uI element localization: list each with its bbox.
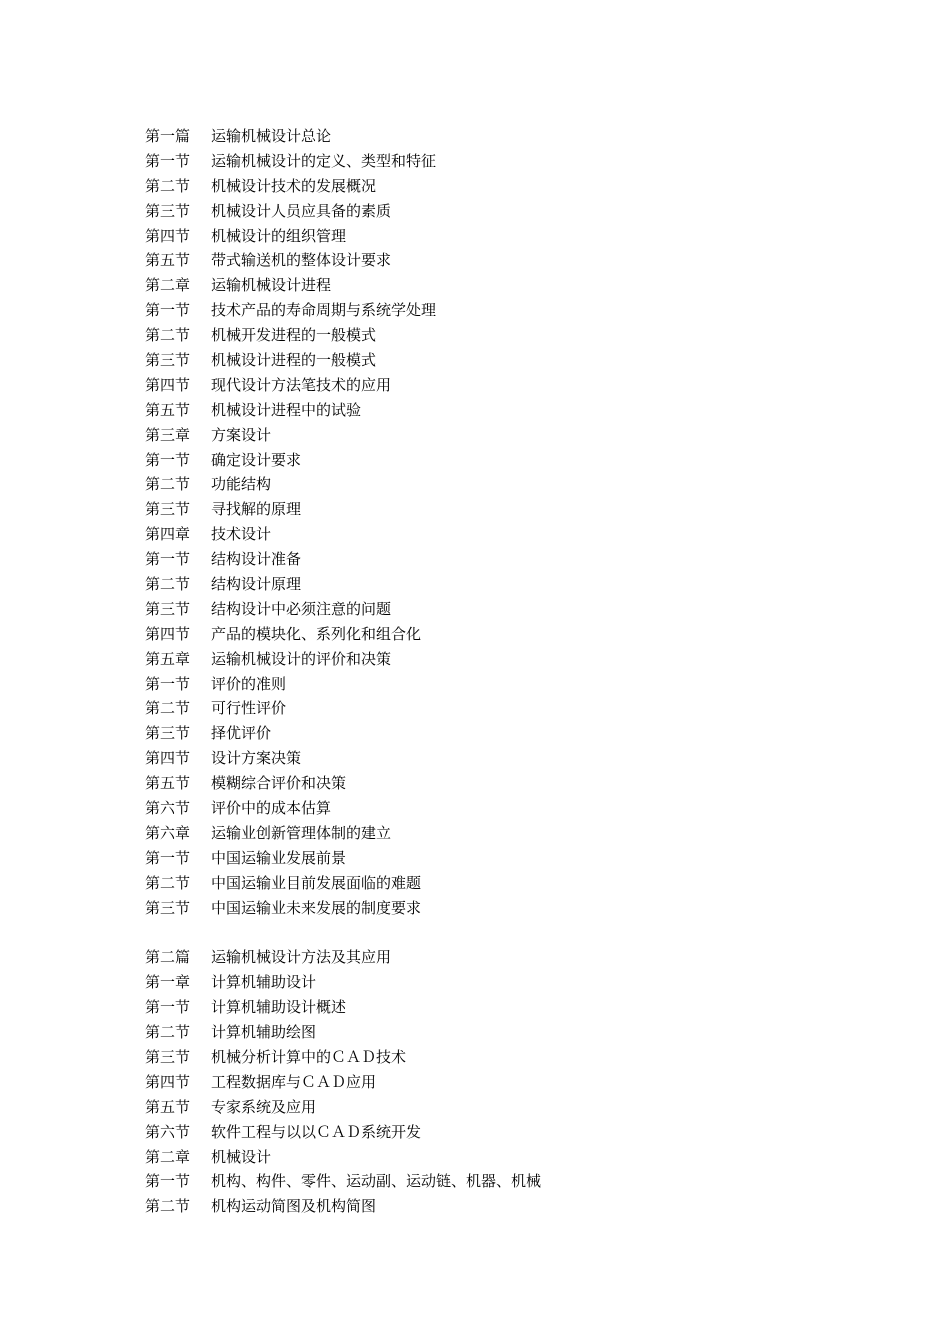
toc-entry (145, 1045, 865, 1070)
toc-entry-title: 产品的模块化、系列化和组合化 (211, 624, 422, 643)
toc-entry-number: 第四章 (145, 525, 191, 544)
toc-entry-number: 第四节 (145, 1072, 191, 1091)
toc-entry (145, 149, 865, 174)
toc-entry-number: 第一篇 (145, 127, 191, 145)
toc-part-1 (145, 124, 865, 921)
toc-entry-number: 第一节 (145, 1172, 191, 1191)
toc-entry (145, 995, 865, 1020)
toc-entry (145, 423, 865, 448)
toc-entry-number: 第三节 (145, 1047, 191, 1066)
toc-entry-title: 模糊综合评价和决策 (211, 774, 347, 793)
toc-entry-number: 第四节 (145, 226, 191, 245)
section-gap (145, 921, 865, 946)
toc-entry-number: 第二节 (145, 326, 191, 345)
toc-entry (145, 1194, 865, 1219)
toc-entry (145, 1070, 865, 1095)
toc-entry-number: 第二节 (145, 873, 191, 892)
toc-entry-title: 机械设计 (211, 1147, 272, 1166)
toc-entry-title: 带式输送机的整体设计要求 (211, 251, 392, 270)
toc-entry (145, 796, 865, 821)
toc-entry-title: 中国运输业未来发展的制度要求 (211, 898, 422, 917)
toc-entry-title: 功能结构 (211, 475, 272, 494)
toc-entry-number: 第三节 (145, 500, 191, 519)
toc-entry-number: 第二节 (145, 1197, 191, 1216)
toc-entry (145, 970, 865, 995)
toc-entry-title: 计算机辅助设计 (211, 973, 317, 992)
toc-entry (145, 472, 865, 497)
toc-entry (145, 771, 865, 796)
toc-entry (145, 871, 865, 896)
toc-entry-number: 第一节 (145, 998, 191, 1017)
toc-entry-number: 第五节 (145, 400, 191, 419)
toc-entry (145, 647, 865, 672)
toc-entry-title: 技术产品的寿命周期与系统学处理 (211, 301, 437, 320)
toc-entry-number: 第六节 (145, 1122, 191, 1141)
toc-entry (145, 323, 865, 348)
toc-entry-title: 专家系统及应用 (211, 1097, 317, 1116)
toc-entry (145, 398, 865, 423)
toc-entry-title: 可行性评价 (211, 699, 287, 718)
toc-entry-title: 机械设计进程中的试验 (211, 400, 362, 419)
toc-entry-number: 第二节 (145, 1023, 191, 1042)
toc-entry-number: 第四节 (145, 375, 191, 394)
toc-entry-title: 结构设计准备 (211, 550, 302, 569)
toc-entry-title: 评价中的成本估算 (211, 799, 332, 818)
toc-entry-number: 第五节 (145, 1097, 191, 1116)
toc-entry-title: 工程数据库与ＣＡＤ应用 (211, 1072, 377, 1091)
toc-entry-title: 现代设计方法笔技术的应用 (211, 375, 392, 394)
toc-entry (145, 1020, 865, 1045)
toc-entry-number: 第五节 (145, 251, 191, 270)
toc-entry (145, 199, 865, 224)
toc-entry (145, 248, 865, 273)
toc-entry (145, 896, 865, 921)
toc-entry (145, 821, 865, 846)
toc-entry-number: 第六节 (145, 799, 191, 818)
toc-entry-title: 机械分析计算中的ＣＡＤ技术 (211, 1047, 407, 1066)
toc-entry-title: 软件工程与以以ＣＡＤ系统开发 (211, 1122, 422, 1141)
toc-entry-title: 计算机辅助绘图 (211, 1023, 317, 1042)
toc-entry-number: 第一节 (145, 301, 191, 320)
toc-entry-number: 第二篇 (145, 948, 191, 967)
toc-entry-title: 评价的准则 (211, 674, 287, 693)
toc-entry (145, 497, 865, 522)
toc-entry-title: 运输机械设计总论 (211, 127, 332, 145)
toc-entry-title: 择优评价 (211, 724, 272, 743)
toc-part-2 (145, 945, 865, 1219)
toc-entry-number: 第三节 (145, 351, 191, 370)
toc-entry (145, 746, 865, 771)
toc-entry-number: 第五节 (145, 774, 191, 793)
toc-entry-title: 运输机械设计的定义、类型和特征 (211, 151, 437, 170)
toc-entry-number: 第二节 (145, 575, 191, 594)
toc-entry-number: 第二章 (145, 1147, 191, 1166)
toc-entry-title: 确定设计要求 (211, 450, 302, 469)
toc-entry-number: 第三节 (145, 724, 191, 743)
toc-entry (145, 348, 865, 373)
toc-entry-title: 计算机辅助设计概述 (211, 998, 347, 1017)
toc-entry-number: 第二节 (145, 176, 191, 195)
toc-entry (145, 174, 865, 199)
toc-entry-number: 第一节 (145, 674, 191, 693)
toc-entry-number: 第二章 (145, 276, 191, 295)
toc-entry (145, 1169, 865, 1194)
toc-entry-title: 运输业创新管理体制的建立 (211, 823, 392, 842)
toc-entry (145, 1145, 865, 1170)
toc-entry-number: 第一节 (145, 151, 191, 170)
toc-entry-number: 第五章 (145, 649, 191, 668)
toc-entry-title: 运输机械设计方法及其应用 (211, 948, 392, 967)
toc-entry (145, 224, 865, 249)
toc-entry (145, 622, 865, 647)
toc-entry (145, 945, 865, 970)
toc-entry-number: 第一节 (145, 550, 191, 569)
toc-entry-number: 第六章 (145, 823, 191, 842)
toc-entry (145, 522, 865, 547)
toc-entry (145, 672, 865, 697)
toc-entry-title: 技术设计 (211, 525, 272, 544)
toc-entry-title: 机械设计人员应具备的素质 (211, 201, 392, 220)
toc-entry-title: 机构、构件、零件、运动副、运动链、机器、机械 (211, 1172, 542, 1191)
toc-entry-title: 中国运输业发展前景 (211, 848, 347, 867)
toc-entry (145, 846, 865, 871)
toc-entry-number: 第三章 (145, 425, 191, 444)
toc-entry-number: 第一章 (145, 973, 191, 992)
toc-entry-number: 第一节 (145, 450, 191, 469)
toc-entry-title: 设计方案决策 (211, 749, 302, 768)
toc-entry (145, 597, 865, 622)
toc-entry-title: 机械开发进程的一般模式 (211, 326, 377, 345)
table-of-contents (145, 124, 865, 1219)
toc-entry (145, 696, 865, 721)
toc-entry-title: 机械设计进程的一般模式 (211, 351, 377, 370)
toc-entry (145, 572, 865, 597)
toc-entry-title: 机械设计的组织管理 (211, 226, 347, 245)
toc-entry (145, 273, 865, 298)
toc-entry (145, 721, 865, 746)
toc-entry (145, 124, 865, 149)
toc-entry (145, 1095, 865, 1120)
toc-entry-title: 寻找解的原理 (211, 500, 302, 519)
toc-entry (145, 373, 865, 398)
toc-entry-title: 方案设计 (211, 425, 272, 444)
toc-entry (145, 1120, 865, 1145)
toc-entry-title: 机构运动简图及机构简图 (211, 1197, 377, 1216)
toc-entry-number: 第三节 (145, 599, 191, 618)
toc-entry-number: 第三节 (145, 201, 191, 220)
toc-entry (145, 448, 865, 473)
toc-entry (145, 298, 865, 323)
toc-entry-number: 第三节 (145, 898, 191, 917)
toc-entry-number: 第二节 (145, 475, 191, 494)
toc-entry-title: 机械设计技术的发展概况 (211, 176, 377, 195)
toc-entry-title: 运输机械设计的评价和决策 (211, 649, 392, 668)
toc-entry-number: 第四节 (145, 749, 191, 768)
toc-entry-number: 第四节 (145, 624, 191, 643)
toc-entry-title: 结构设计原理 (211, 575, 302, 594)
toc-entry-number: 第二节 (145, 699, 191, 718)
toc-entry (145, 547, 865, 572)
toc-entry-number: 第一节 (145, 848, 191, 867)
toc-entry-title: 中国运输业目前发展面临的难题 (211, 873, 422, 892)
toc-entry-title: 运输机械设计进程 (211, 276, 332, 295)
toc-entry-title: 结构设计中必须注意的问题 (211, 599, 392, 618)
